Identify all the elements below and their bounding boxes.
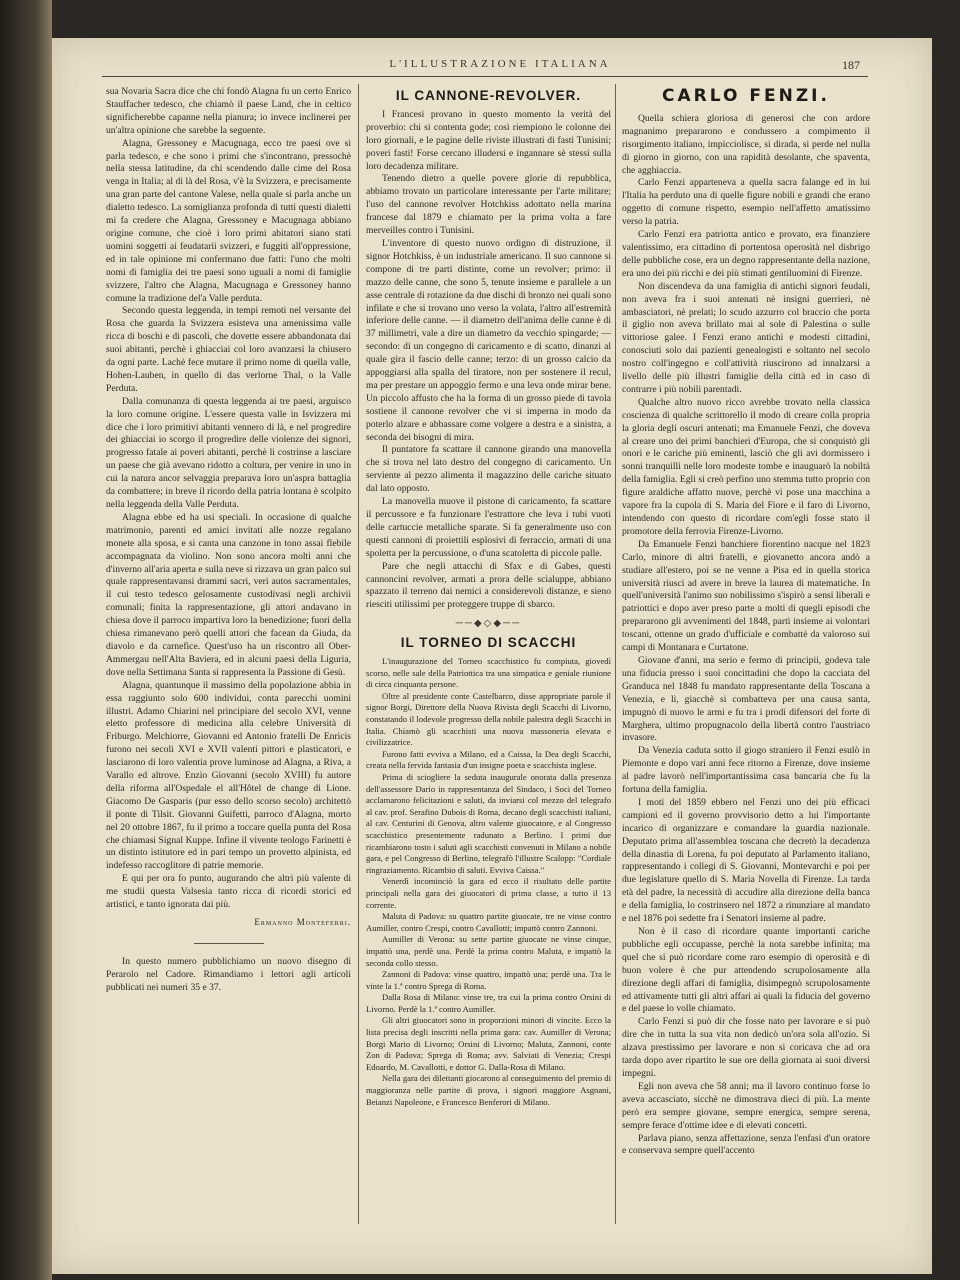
section-rule	[194, 943, 264, 944]
paragraph: Tenendo dietro a quelle povere glorie di repubblica, abbiamo trovato un particolare interessante per l'arte militare; l'uso del cannone revolver Hotchkiss adottato nella marina francese dal 1879 e chiamato per la prima volta a fare merveilles contro i Tunisini.	[366, 173, 611, 237]
paragraph: Nella gara dei dilettanti giocarono al conseguimento del premio di maggioranza nelle partite di prova, i signori maggiore Asgnani, Beianzi Napoleone, e Francesco Benferori di Milano.	[366, 1073, 611, 1107]
paragraph: Gli altri giuocatori sono in proporzioni minori di vincite. Ecco la lista precisa degli inscritti nella prima gara: cav. Aumiller di Verona; Borgi Mario di Livorno; Orsini di Livorno; Maluta, Zannoni, conte Zon di Padova; Sprega di Roma; avv. Salviati di Venezia; Crespi Edoardo, M. Cavallotti, e dottor G. Dalla-Rosa di Milano.	[366, 1015, 611, 1072]
editorial-note: In questo numero pubblichiamo un nuovo disegno di Perarolo nel Cadore. Rimandiamo i lettori agli articoli pubblicati nei numeri 35 e 37.	[106, 955, 351, 993]
page-number: 187	[842, 58, 860, 72]
header-rule	[102, 76, 868, 77]
paragraph: Alagna, Gressoney e Macugnaga, ecco tre paesi ove si parla tedesco, e che sono i primi che s'incontrano, pressochè nella stessa latitudine, da chi scendendo dalle cime del Rosa venga in Italia; al di là del Rosa, v'è la Svizzera, e precisamente una gran parte del cantone Valese, nella quale si parla anche un dialetto tedesco. La somiglianza profonda di tutti questi dialetti mi fa credere che Alagna, Gressoney e Macugnaga abbiano origine comune, che cioè i loro primi abitatori siano stati uomini soggetti ai feudatarii svizzeri, e fuggiti all'oppressione, ed in tale opinione mi confermano due fatti: l'uno che molti nomi di famiglia dei tre paesi sono uguali a nomi di famiglie svizzere, l'altro che Alagna, Macugnaga e Gressoney hanno comune la tradizione del'a Valle perduta.	[106, 137, 351, 304]
paragraph: Prima di sciogliere la seduta inaugurale onorata dalla presenza dell'assessore Dario in rappresentanza del Sindaco, i Soci del Torneo acclamarono felicitazioni e saluti, da inviarsi col mezzo del telegrafo al cav. prof. Serafino Dubois di Roma, decano degli scacchisti italiani, al cav. Centurini di Genova, altro valente giuocatore, e al Congresso scacchistico presentemente radunato a Berlino. I primi due ricambiarono tosto i saluti agli scacchisti convenuti in Milano a nobile gara, e pel Congresso di Berlino, telegrafò l'illustre Scalopp: "Cordiale ringraziamento. Ricambio di saluti. Evviva Caissa."	[366, 772, 611, 875]
column-left	[106, 86, 351, 1186]
paragraph: sua Novaria Sacra dice che chi fondò Alagna fu un certo Enrico Stauffacher tedesco, che chiamò il paese Land, che in celtico significherebbe capanne nella pianura; io invece inclinerei per un'altra opinione che sarebbe la seguente.	[106, 86, 351, 136]
running-title: L'ILLUSTRAZIONE ITALIANA	[389, 58, 611, 70]
article-title-cannone: IL CANNONE-REVOLVER.	[395, 88, 582, 103]
paragraph: L'inaugurazione del Torneo scacchistico fu compiuta, giovedì scorso, nelle sale della Patriottica tra una simpatica e geniale riunione di circa cinquanta persone.	[366, 656, 611, 690]
paragraph: Non discendeva da una famiglia di antichi signori feudali, non aveva fra i suoi antenati nè insigni guerrieri, nè ambasciatori, nè prelati; lo scudo azzurro col braccio che porta il giglio non aveva brillato mai al sole di Palestina o sulle vittoriose galee. I Fenzi erano antichi e modesti cittadini, conosciuti solo dai pazienti genealogisti e soltanto nel secolo nostro coll'ingegno e coll'attività riuscirono ad innalzarsi a livello delle più illustri famiglie della città ed in caso di contrarre i più nobili parentadi.	[622, 280, 870, 395]
paragraph: L'inventore di questo nuovo ordigno di distruzione, il signor Hotchkiss, è un industriale americano. Il suo cannone si compone di tre parti distinte, come un revolver; primo: il mazzo delle canne, che sono 5, tenute insieme e parallele a un asse centrale di rotazione da due dischi di bronzo nei quali sono infilate e che si trovano uno verso la volata, l'altro all'estremità inferiore delle canne. — il diametro dell'anima delle canne è di 37 millimetri, vale a dire un diametro da vecchio spingarde; — secondo: di un congegno di caricamento e di scatto, dinanzi al quale gira il fascio delle canne; terzo: di un grosso calcio da appoggiarsi alla spalla del tiratore, non per sostenere il recul, ma per prestare un appoggio fermo e una leva onde mirar bene. Un piccolo affusto che ha la forma di un grosso piede di tavola sostiene il cannone revolver che vi si imperna in modo da poterlo alzare e abbassare come volgere a destra e a sinistra, a seconda dei bisogni di mira.	[366, 237, 611, 443]
paragraph: Giovane d'anni, ma serio e fermo di principii, godeva tale una fiducia presso i suoi concittadini che dopo la cacciata del Granduca nel 1848 fu mandato rappresentante della Toscana a Venezia, e lì, giacchè si combatteva per una causa santa, impugnò di nuovo le armi e fu tra i prodi difensori del forte di Marghera, ultimo propugnacolo della libertà contro l'austriaco invasore.	[622, 654, 870, 744]
paragraph: Secondo questa leggenda, in tempi remoti nel versante del Rosa che guarda la Svizzera esisteva una amenissima valle ricca di boschi e di pascoli, che dovette essere abbandonata dai suoi abitanti, perchè i ghiacciai col loro avanzarsi la chiusero da ogni parte. Lachè fece mutare il primo nome di quella valle, Hohen-Lauben, in quello di das verlorne Thal, o la Valle Perduta.	[106, 305, 351, 394]
paragraph: Carlo Fenzi apparteneva a quella sacra falange ed in lui l'Italia ha perduto una di quelle figure nobili e grandi che erano oggetto di comune rispetto, esempio nell'affetto amatissimo verso la patria.	[622, 177, 870, 228]
article-title-fenzi: CARLO FENZI.	[662, 86, 830, 106]
paragraph: Da Venezia caduta sotto il giogo straniero il Fenzi esulò in Piemonte e dopo vari anni fece ritorno a Firenze, dove insieme al padre lavorò nell'importantissima casa bancaria che fu la fortuna della famiglia.	[622, 745, 870, 796]
paragraph: Pare che negli attacchi di Sfax e di Gabes, questi cannoncini revolver, armati a prora delle scialuppe, abbiano spazzato il terreno dai nemici a considerevoli distanze, e sieno riesciti utilissimi per proteggere truppe di sbarco.	[366, 560, 611, 611]
paragraph: Quella schiera gloriosa di generosi che con ardore magnanimo prepararono e condussero a compimento il risorgimento italiano, impicciolisce, si dirada, si perde nel nulla di giorno in giorno, con una rapidità desolante, che spaventa, che agghiaccia.	[622, 112, 870, 176]
paragraph: Carlo Fenzi si può dir che fosse nato per lavorare e si può dire che in tutta la sua vita non dedicò un'ora sola all'ozio. Si alzava prestissimo per lavorare e non si coricava che ad ora tarda dopo aver ripartito le sue ore della giornata ai suoi diversi impegni.	[622, 1016, 870, 1079]
paragraph: Dalla comunanza di questa leggenda ai tre paesi, arguisco la loro comune origine. L'essere questa valle in Isvizzera mi dice che i loro primitivi abitanti vennero di là, e nel progredire dei ghiacciai io scorgo il progredire delle violenze dei signori, progresso fatale ai poveri abitanti, perchè li costrinse a lasciare un paese che già avevano ridotto a coltura, per venire in uno in cui la natura ancor selvaggia preparava loro un'aspra battaglia da combattere; in breve il ricordo della patria lontana è scolpito nella leggenda della Valle Perduta.	[106, 395, 351, 510]
paragraph: Il puntatore fa scattare il cannone girando una manovella che si trova nel lato destro del congegno di caricamento. Un serviente al pezzo alimenta il magazzino delle cariche situato dal lato opposto.	[366, 444, 611, 495]
column-divider-1	[358, 84, 359, 1224]
paragraph: Dalla Rosa di Milano: vinse tre, tra cui la prima contro Orsini di Livorno. Perdè la 1.ª contro Aumiller.	[366, 992, 611, 1014]
paragraph: Da Emanuele Fenzi banchiere fiorentino nacque nel 1823 Carlo, minore di altri fratelli, e giovanetto ancora andò a studiare all'estero, poi se ne venne a Pisa ed in quella storica università riuscì ad avere in breve la laurea di matematiche. In quell'università l'animo suo nobilissimo s'ispirò a sensi liberali e patriottici e dopo aver preso parte a molti di quegli episodi che prepararono gli avvenimenti del 1848, partì insieme ai volontari toscani, ottenne un grado d'ufficiale e combattè da valoroso sui campi di Montanara e Curtatone.	[622, 538, 870, 654]
paragraph: La manovella muove il pistone di caricamento, fa scattare il percussore e fa funzionare l'estrattore che leva i tubi vuoti delle cartuccie metalliche sparate. Si fa generalmente uso con questi cannoni di proiettili esplosivi di ferraccio, armati di una spoletta per la percussione, o d'una scatoletta di piccole palle.	[366, 496, 611, 559]
paragraph: Oltre al presidente conte Castelbarco, disse appropriate parole il signor Borgi, Direttore della Nuova Rivista degli Scacchi di Livorno, constatando il lodevole progresso della nobile palestra degli Scacchi in Italia. Chiamò gli scacchisti una nuova massoneria elevata e civilizzatrice.	[366, 690, 611, 748]
column-divider-2	[615, 84, 616, 1224]
paragraph: Alagna, quantunque il massimo della popolazione abbia in essa raggiunto solo 600 individui, conta parecchi uomini illustri. Adamo Chiarini nel principiare del secolo XVI, venne eletto professore di medicina alla celebre Università di Friburgo. Melchiorre, Giovanni ed Antonio fratelli De Enricis furono nei secoli XVI e XVII valenti pittori e plasticatori, e lasciarono di loro valentia prove luminose ad Alagna, a Riva, a Varallo ed altrove. Enzio Giovanni (secolo XVIII) fu autore della riforma all'Ospedale el all'Hôtel de change di Lione. Giacomo De Gasparis (pur esso dello scorso secolo) architettò il ponte di Tilsit. Giovanni Guifetti, parroco d'Alagna, morto nel 20 ottobre 1867, fu il primo a toccare quella punta del Rosa che chiamasi Signal Kuppe. Infine il vivente teologo Farinetti è un distinto istitutore ed in pari tempo un provetto alpinista, ed indefesso raccoglitore di patrie memorie.	[106, 679, 351, 872]
ornament-divider: ──◆◇◆──	[455, 618, 522, 630]
paragraph: Maluta di Padova: su quattro partite giuocate, tre ne vinse contro Aumiller, contro Crespi, contro Cavallotti; impattò contro Zannoni.	[366, 911, 611, 933]
paragraph: I Francesi provano in questo momento la verità del proverbio: chi si contenta gode; così riempiono le colonne dei loro giornali, e le pagine delle riviste illustrati di fasti Tunisini; poveri fasti! Forse cercano illudersi e ingannare sè stessi sulla loro decadenza militare.	[366, 108, 611, 172]
column-middle	[366, 86, 611, 1236]
paragraph: Venerdì incominciò la gara ed ecco il risultato delle partite principali nella gara dei giuocatori di prima classe, a tutto il 13 corrente.	[366, 876, 611, 910]
paragraph: Non è il caso di ricordare quante importanti cariche pubbliche egli occupasse, perchè la nota sarebbe infinita; ma quel che si può ricordare come raro esempio di operosità e di buon volere è che pur attendendo scrupolosamente alla direzione degli affari di famiglia, disimpegnò scrupolosamente ed attivamente tutti gli altri affari ai quali la fiducia del governo e del paese lo volle chiamato.	[622, 926, 870, 1015]
paragraph: I moti del 1859 ebbero nel Fenzi uno dei più efficaci campioni ed il governo provvisorio detto a lui l'importante incarico di organizzare e comandare la guardia nazionale. Deputato prima all'assemblea toscana che decretò la decadenza della dinastia di Lorena, fu poi deputato al Parlamento italiano, rappresentando i collegi di S. Giovanni, Montevarchi e poi per due legislature quello di S. Maria Novella di Firenze. La tarda età del padre, la necessità di accudire alla direzione della banca e della famiglia, lo costrinsero nel 1872 a rinunziare al mandato e nel 1876 poi sedette fra i Senatori insieme al padre.	[622, 796, 870, 925]
paragraph: Parlava piano, senza affettazione, senza l'enfasi d'un oratore e conservava sempre quell'accento	[622, 1132, 870, 1157]
article-title-torneo: IL TORNEO DI SCACCHI	[400, 635, 577, 651]
column-right	[622, 86, 870, 1236]
paragraph: Egli non aveva che 58 anni; ma il lavoro continuo forse lo aveva accasciato, sicchè ne dimostrava dieci di più. La mente però era sempre giovane, sempre energica, sempre serena, sempre ferace d'ottime idee e di elevati concetti.	[622, 1080, 870, 1131]
paragraph: Qualche altro nuovo ricco avrebbe trovato nella classica coscienza di qualche scrittorello il modo di creare colla propria la gloria degli oscuri antenati; ma Emanuele Fenzi, che doveva al creare uno dei primi banchieri d'Europa, che si conquistò gli onori e le cariche più eminenti, lasciò che gli avi dormissero i sonni tranquilli nelle loro modeste tombe e inauguarò la nobiltà della famiglia. Egli si creò perfino uno stemma tutto proprio con figure araldiche affatto nuove, perchè vi pose una macchina a vapore fra la cupola di S. Maria del Fiore e il faro di Livorno, intendendo con questo di ricordare com'egli fosse stato il promotore della ferrovia Firenze-Livorno.	[622, 396, 870, 537]
paragraph: Furono fatti evviva a Milano, ed a Caissa, la Dea degli Scacchi, creata nella fervida fantasia d'un insigne poeta e scacchista inglese.	[366, 748, 611, 771]
paragraph: Aumiller di Verona: su sette partite giuocate ne vinse cinque, impattò una, perdè una. Perdè la prima contro Maluta, e impattò la seconda collo stesso.	[366, 934, 611, 968]
paragraph: Alagna ebbe ed ha usi speciali. In occasione di qualche matrimonio, parenti ed amici invitati alle nozze regalano monete alla sposa, e si canta una canzone in tono assai flebile accompagnata da violino. Non sono ancora molti anni che d'inverno all'aria aperta e sulla neve si rizzava un gran palco sul quale rappresentavansi drammi sacri, veri autos sacramentales, il cui testo tedesco gelosamente custodivasi negli archivii comunali; finita la rappresentazione, gli attori andavano in chiesa dove il parroco impartiva loro la benedizione; fuori della chiesa rimanevano però quelli attori che facean da Giuda, da diavolo e da carnefice. Quest'uso ha un riscontro all Ober-Ammergau nell'Alta Baviera, ed in alcuni paesi della Liguria, dove nella Settimana Santa si rappresenta la Passione di Gesù.	[106, 511, 351, 678]
paragraph: E qui per ora fo punto, augurando che altri più valente di me studii questa Valsesia tanto ricca di ricordi storici ed artistici, e tanto ignorata dai più.	[106, 873, 351, 911]
paragraph: Zannoni di Padova: vinse quattro, impattò una; perdè una. Tra le vinte la 1.ª contro Sprega di Roma.	[366, 969, 611, 991]
binding-shadow	[0, 0, 52, 1280]
author-signature: Ermanno Monteferri.	[254, 917, 351, 927]
paragraph: Carlo Fenzi era patriotta antico e provato, era finanziere valentissimo, era cittadino di portentosa operosità nel disbrigo delle pubbliche cose, era un degno rappresentante della nazione, era uno dei più ricchi e dei più stimati gentiluomini di Firenze.	[622, 229, 870, 279]
